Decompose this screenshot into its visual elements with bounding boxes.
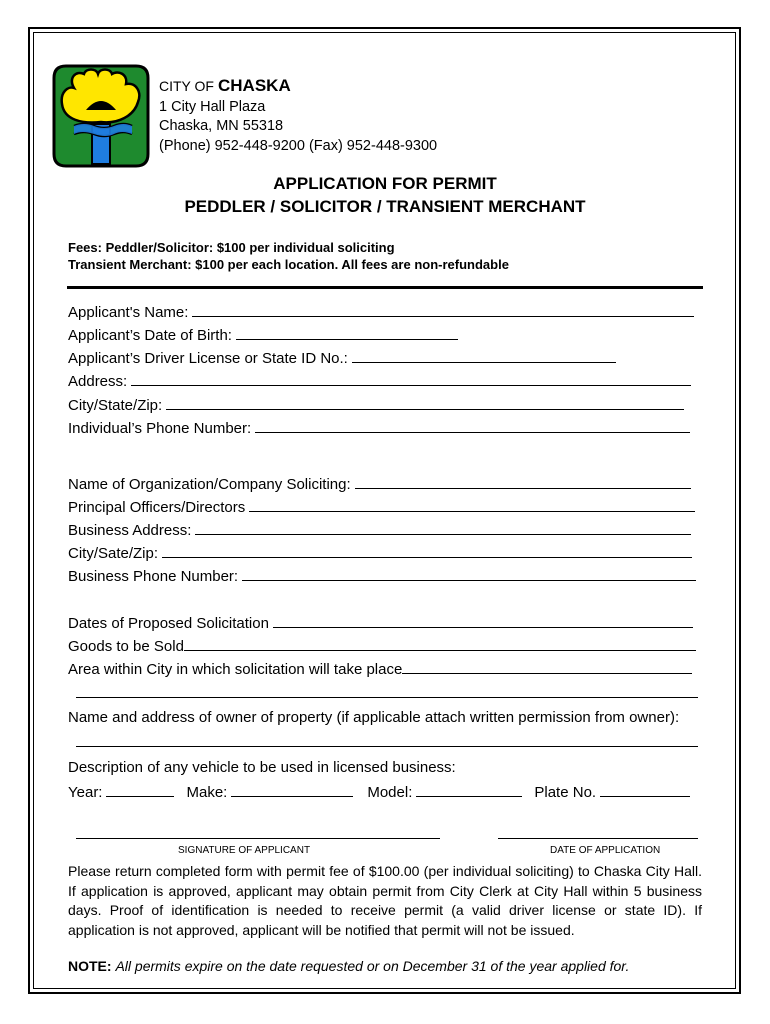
property-owner-field [68, 709, 679, 726]
applicant-dob-label: Applicant’s Date of Birth: [68, 327, 232, 344]
city-name: CHASKA [218, 76, 291, 95]
vehicle-plate-input[interactable] [600, 782, 690, 797]
date-of-application-input[interactable] [498, 838, 698, 839]
goods-label: Goods to be Sold [68, 638, 184, 655]
fees-line2: Transient Merchant: $100 per each location. All fees are non-refundable [68, 257, 509, 272]
solicitation-dates-input[interactable] [273, 613, 693, 628]
org-name-label: Name of Organization/Company Soliciting: [68, 476, 351, 493]
applicant-city-state-zip-label: City/State/Zip: [68, 397, 163, 414]
applicant-name-input[interactable] [192, 302, 694, 317]
business-phone-label: Business Phone Number: [68, 568, 239, 585]
applicant-name-field [68, 302, 694, 321]
property-owner-input[interactable] [76, 746, 698, 747]
officers-input[interactable] [249, 497, 695, 512]
form-title-line1: APPLICATION FOR PERMIT [273, 174, 497, 193]
vehicle-model-label: Model: [367, 784, 413, 801]
business-address-field [68, 520, 691, 539]
vehicle-model-input[interactable] [416, 782, 522, 797]
area-continuation-input[interactable] [76, 697, 698, 698]
goods-field [68, 636, 696, 655]
applicant-dob-field [68, 325, 458, 344]
applicant-phone-label: Individual’s Phone Number: [68, 420, 252, 437]
business-city-state-zip-field [68, 543, 692, 562]
address-line2: Chaska, MN 55318 [159, 118, 284, 134]
vehicle-plate-label: Plate No. [534, 784, 597, 801]
vehicle-year-input[interactable] [106, 782, 174, 797]
applicant-phone-input[interactable] [255, 418, 690, 433]
vehicle-heading [68, 759, 456, 776]
signature-input[interactable] [76, 838, 440, 839]
fees-line1: Fees: Peddler/Solicitor: $100 per individual soliciting [68, 240, 395, 255]
applicant-address-field [68, 371, 691, 390]
applicant-phone-field [68, 418, 690, 437]
date-of-application-label: DATE OF APPLICATION [550, 845, 661, 856]
business-city-state-zip-label: City/Sate/Zip: [68, 545, 159, 562]
applicant-license-field [68, 348, 616, 367]
section-divider [67, 286, 703, 289]
vehicle-details-row [68, 782, 690, 801]
city-header [159, 76, 437, 156]
form-title-line2: PEDDLER / SOLICITOR / TRANSIENT MERCHANT [184, 197, 586, 216]
applicant-dob-input[interactable] [236, 325, 458, 340]
note-text: All permits expire on the date requested or on December 31 of the year applied for. [115, 958, 630, 974]
note-label: NOTE: [68, 958, 112, 974]
vehicle-heading-label: Description of any vehicle to be used in licensed business: [68, 759, 456, 776]
city-prefix: CITY OF [159, 78, 214, 94]
address-line1: 1 City Hall Plaza [159, 98, 266, 115]
business-address-label: Business Address: [68, 522, 192, 539]
vehicle-make-label: Make: [186, 784, 228, 801]
vehicle-make-input[interactable] [231, 782, 353, 797]
goods-input[interactable] [184, 636, 696, 651]
solicitation-dates-label: Dates of Proposed Solicitation [68, 615, 269, 632]
area-field [68, 659, 692, 678]
phone-fax: (Phone) 952-448-9200 (Fax) 952-448-9300 [159, 137, 438, 154]
applicant-address-input[interactable] [131, 371, 691, 386]
area-label: Area within City in which solicitation will take place [68, 661, 403, 678]
officers-label: Principal Officers/Directors [68, 499, 246, 516]
area-input[interactable] [402, 659, 692, 674]
solicitation-dates-field [68, 613, 693, 632]
applicant-name-label: Applicant's Name: [68, 304, 189, 321]
applicant-city-state-zip-input[interactable] [166, 395, 684, 410]
applicant-city-state-zip-field [68, 395, 684, 414]
expiration-note [68, 958, 629, 974]
city-logo-icon [52, 64, 150, 168]
org-name-field [68, 474, 691, 493]
property-owner-label: Name and address of owner of property (if applicable attach written permission from owner): [68, 709, 680, 726]
business-city-state-zip-input[interactable] [162, 543, 692, 558]
signature-label: SIGNATURE OF APPLICANT [178, 845, 311, 856]
applicant-license-input[interactable] [352, 348, 616, 363]
org-name-input[interactable] [355, 474, 691, 489]
business-phone-field [68, 566, 696, 585]
instructions-paragraph: Please return completed form with permit fee of $100.00 (per individual soliciting) to Chaska City Hall. If application is approved, applicant may obtain permit from City Clerk at City Hall within 5 business days. Proof of identification is needed to receive permit (a valid driver license or state ID). If application is not approved, applicant will be notified that permit will not be issued. [68, 863, 702, 938]
business-address-input[interactable] [195, 520, 691, 535]
applicant-address-label: Address: [68, 373, 128, 390]
vehicle-year-label: Year: [68, 784, 103, 801]
business-phone-input[interactable] [242, 566, 696, 581]
applicant-license-label: Applicant’s Driver License or State ID No.: [68, 350, 348, 367]
officers-field [68, 497, 695, 516]
